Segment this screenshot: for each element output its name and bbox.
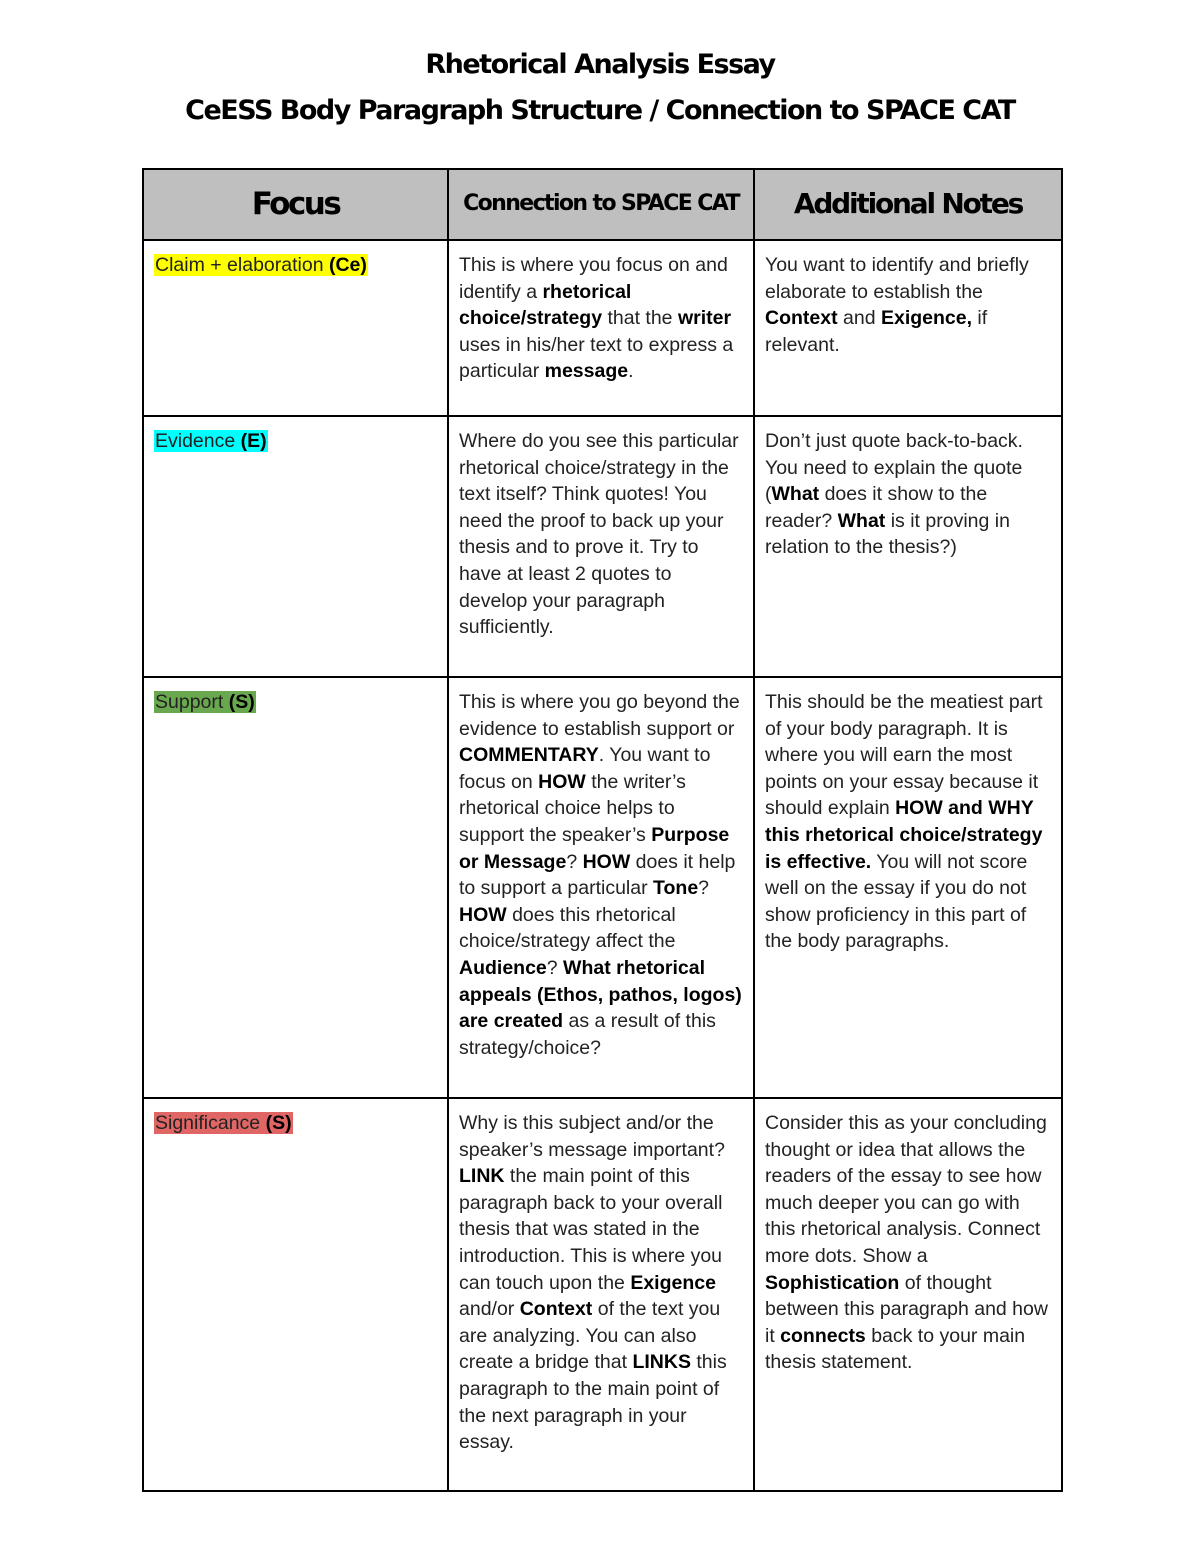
connection-cell: [448, 416, 754, 677]
text-run: ?: [698, 877, 710, 900]
text-run: .: [628, 360, 634, 383]
focus-cell: [143, 240, 448, 416]
table-row-evidence: [143, 416, 1062, 677]
bold-text: message: [544, 360, 629, 383]
text-run: Where do you see this particular rhetorical choice/strategy in the text itself? Think quotes! You need the proof to back up your thesis and to prove it. Try to have at least 2 quotes to develop your paragraph sufficiently.: [459, 430, 739, 639]
focus-code: (S): [228, 691, 255, 713]
focus-code: (Ce): [328, 254, 367, 276]
bold-text: LINKS: [632, 1351, 691, 1374]
focus-code: (E): [240, 430, 267, 452]
text-run: as a result of this strategy/choice?: [459, 1010, 716, 1059]
header-notes: Additional Notes: [754, 169, 1062, 240]
header-connection: Connection to SPACE CAT: [448, 169, 754, 240]
bold-text: Tone: [653, 877, 699, 900]
focus-cell: [143, 416, 448, 677]
bold-text: COMMENTARY: [459, 744, 599, 767]
header-focus: Focus: [143, 169, 448, 240]
text-run: if relevant.: [765, 307, 988, 356]
text-run: this paragraph to the main point of the next paragraph in your essay.: [459, 1351, 727, 1454]
text-run: the main point of this paragraph back to your overall thesis that was stated in the introduction. This is where you can touch upon the: [459, 1165, 723, 1294]
text-run: the writer’s rhetorical choice helps to support the speaker’s: [459, 770, 686, 846]
bold-text: What rhetorical appeals (Ethos, pathos, logos) are created: [459, 956, 742, 1033]
text-run: back to your main thesis statement.: [765, 1324, 1026, 1374]
bold-text: LINK: [459, 1165, 505, 1188]
text-run: ?: [566, 850, 583, 873]
text-run: that the: [602, 307, 678, 330]
text-run: of thought between this paragraph and how it: [765, 1271, 1048, 1347]
bold-text: Audience: [459, 956, 547, 979]
bold-text: HOW and WHY this rhetorical choice/strategy is effective.: [765, 797, 1043, 873]
bold-text: Sophistication: [765, 1271, 900, 1294]
table-row-claim: [143, 240, 1062, 416]
text-run: This is where you focus on and identify a: [459, 254, 728, 303]
focus-label: Claim + elaboration: [155, 254, 324, 276]
connection-cell: [448, 1098, 754, 1491]
bold-text: connects: [780, 1324, 866, 1347]
bold-text: Context: [765, 307, 838, 330]
focus-label: Significance: [155, 1112, 261, 1134]
text-run: does it help to support a particular: [459, 850, 736, 900]
text-run: Consider this as your concluding thought or idea that allows the readers of the essay to see how much deeper you can go with this rhetorical analysis. Connect more dots. Show a: [765, 1112, 1047, 1267]
bold-text: HOW: [459, 903, 507, 926]
document-title: Rhetorical Analysis Essay: [425, 49, 775, 80]
notes-cell: [754, 1098, 1062, 1491]
text-run: You will not score well on the essay if you do not show proficiency in this part of the body paragraphs.: [765, 850, 1028, 953]
connection-cell: [448, 677, 754, 1098]
bold-text: HOW: [582, 850, 631, 873]
table-row-significance: [143, 1098, 1062, 1491]
notes-cell: [754, 240, 1062, 416]
bold-text: Purpose or Message: [459, 823, 730, 873]
bold-text: HOW: [538, 770, 586, 793]
text-run: You want to identify and briefly elaborate to establish the: [765, 254, 1029, 303]
text-run: uses in his/her text to express a particular: [459, 333, 734, 383]
bold-text: What: [771, 483, 820, 506]
text-run: is it proving in relation to the thesis?): [765, 509, 1010, 559]
text-run: ?: [546, 956, 564, 979]
text-run: This should be the meatiest part of your body paragraph. It is where you will earn the most points on your essay because it should explain: [765, 691, 1043, 820]
document-subtitle: CeESS Body Paragraph Structure / Connection to SPACE CAT: [185, 95, 1015, 126]
text-run: and: [837, 307, 881, 330]
table-header-row: [143, 169, 1062, 240]
text-run: and/or: [459, 1298, 520, 1321]
text-run: does it show to the reader?: [765, 483, 988, 532]
focus-cell: [143, 677, 448, 1098]
focus-cell: [143, 1098, 448, 1491]
notes-cell: [754, 416, 1062, 677]
bold-text: What: [837, 509, 886, 532]
focus-highlight: [154, 1112, 293, 1134]
focus-label: Evidence: [155, 430, 236, 452]
focus-highlight: [154, 691, 256, 713]
connection-cell: [448, 240, 754, 416]
bold-text: rhetorical choice/strategy: [459, 280, 632, 330]
cess-structure-table: [142, 168, 1063, 1492]
focus-label: Support: [155, 691, 224, 713]
text-run: This is where you go beyond the evidence to establish support or: [459, 691, 740, 740]
bold-text: writer: [677, 307, 732, 330]
focus-highlight: [154, 430, 268, 452]
table-row-support: [143, 677, 1062, 1098]
bold-text: Context: [519, 1298, 593, 1321]
focus-code: (S): [265, 1112, 292, 1134]
text-run: Why is this subject and/or the speaker’s message important?: [459, 1112, 725, 1161]
text-run: Don’t just quote back-to-back. You need to explain the quote (: [765, 430, 1023, 506]
text-run: does this rhetorical choice/strategy affect the: [459, 903, 676, 953]
text-run: . You want to focus on: [459, 744, 711, 793]
notes-cell: [754, 677, 1062, 1098]
bold-text: Exigence,: [880, 307, 973, 330]
bold-text: Exigence: [630, 1271, 716, 1294]
focus-highlight: [154, 254, 368, 276]
text-run: of the text you are analyzing. You can also create a bridge that: [459, 1298, 721, 1374]
